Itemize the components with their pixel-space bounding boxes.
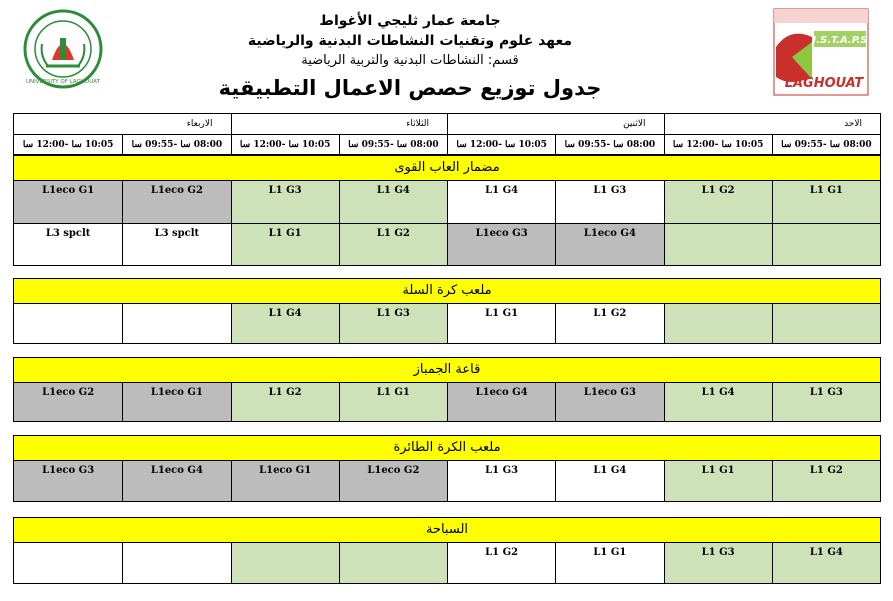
schedule-cell: L1eco G3 [14, 461, 122, 501]
schedule-cell [122, 543, 230, 583]
time-slot: 08:00 سا -09:55 سا [555, 135, 663, 156]
istaps-logo [772, 7, 870, 97]
times-row [14, 135, 880, 156]
time-slot: 08:00 سا -09:55 سا [122, 135, 230, 156]
schedule-cell: L1 G4 [555, 461, 663, 501]
day-header: الثلاثاء [231, 114, 448, 134]
istaps-logo-text: I.S.T.A.P.S [812, 35, 868, 46]
day-header: الاحد [664, 114, 881, 134]
time-slot: 10:05 سا -12:00 سا [22, 140, 114, 150]
schedule-cell: L1eco G2 [122, 181, 230, 223]
schedule-cell: L1 G1 [772, 181, 880, 223]
schedule-cell: L1 G4 [664, 383, 772, 421]
venue-title: ملعب كرة السلة [14, 279, 880, 304]
schedule-cell: L1eco G3 [447, 223, 555, 265]
schedule-row [14, 223, 880, 265]
schedule-cell: L1 G2 [555, 304, 663, 343]
venue-block [13, 278, 881, 344]
schedule-cell: L1 G4 [339, 181, 447, 223]
venue-title: ملعب الكرة الطائرة [14, 436, 880, 461]
schedule-cell [664, 223, 772, 265]
time-slot: 10:05 سا -12:00 سا [231, 135, 339, 156]
institute-name: معهد علوم وتقنيات النشاطات البدنية والرياضية [247, 33, 573, 49]
page-title: جدول توزيع حصص الاعمال التطبيقية [218, 76, 602, 100]
venue-title: مضمار العاب القوى [14, 156, 880, 181]
schedule-cell [772, 223, 880, 265]
schedule-cell: L1 G3 [772, 383, 880, 421]
schedule-cell: L1eco G1 [231, 461, 339, 501]
schedule-cell [664, 304, 772, 343]
venue-title: قاعة الجمباز [14, 358, 880, 383]
day-header: الاربعاء [186, 119, 213, 129]
schedule-row [14, 383, 880, 421]
schedule-cell [772, 304, 880, 343]
schedule-cell [14, 304, 122, 343]
venue-block [13, 155, 881, 266]
schedule-row [14, 181, 880, 223]
schedule-cell: L1 G2 [447, 543, 555, 583]
schedule-cell: L1 G1 [555, 543, 663, 583]
schedule-cell: L1eco G4 [555, 223, 663, 265]
venue-block [13, 517, 881, 584]
schedule-cell: L1 G3 [339, 304, 447, 343]
schedule-cell: L1 G2 [772, 461, 880, 501]
schedule-cell: L1eco G4 [447, 383, 555, 421]
laghouat-logo-text: LAGHOUAT [784, 76, 864, 91]
schedule-cell: L3 spclt [14, 223, 122, 265]
schedule-cell: L1 G2 [231, 383, 339, 421]
time-slot: 10:05 سا -12:00 سا [664, 135, 772, 156]
schedule-cell: L1 G3 [447, 461, 555, 501]
time-slot: 08:00 سا -09:55 سا [772, 135, 880, 156]
schedule-cell: L1 G4 [231, 304, 339, 343]
schedule-cell: L1 G1 [447, 304, 555, 343]
day-header: الاثنين [447, 114, 664, 134]
schedule-cell [14, 543, 122, 583]
schedule-cell: L1eco G1 [14, 181, 122, 223]
schedule-cell: L1eco G2 [14, 383, 122, 421]
days-row [14, 114, 880, 135]
venue-block [13, 357, 881, 422]
schedule-row [14, 304, 880, 343]
time-slot: 10:05 سا -12:00 سا [447, 135, 555, 156]
schedule-cell: L1 G2 [339, 223, 447, 265]
department-name: قسم: النشاطات البدنية والتربية الرياضية [301, 53, 519, 68]
schedule-cell: L1 G3 [555, 181, 663, 223]
schedule-cell: L1 G1 [339, 383, 447, 421]
schedule-cell [339, 543, 447, 583]
venue-block [13, 435, 881, 502]
schedule-cell: L1 G4 [772, 543, 880, 583]
time-slot: 08:00 سا -09:55 سا [339, 135, 447, 156]
schedule-cell: L1 G3 [231, 181, 339, 223]
venue-title: السباحة [14, 518, 880, 543]
schedule-cell: L1eco G3 [555, 383, 663, 421]
schedule-cell: L1eco G1 [122, 383, 230, 421]
schedule-cell: L1 G1 [664, 461, 772, 501]
schedule-cell: L1 G3 [664, 543, 772, 583]
university-seal-logo [22, 8, 104, 90]
schedule-cell: L1eco G4 [122, 461, 230, 501]
schedule-cell: L1 G4 [447, 181, 555, 223]
schedule-row [14, 461, 880, 501]
schedule-cell: L1 G1 [231, 223, 339, 265]
university-name: جامعة عمار ثليجي الأغواط [319, 13, 501, 29]
schedule-cell [122, 304, 230, 343]
schedule-cell: L1eco G2 [339, 461, 447, 501]
schedule-header [13, 113, 881, 155]
schedule-cell [231, 543, 339, 583]
schedule-cell: L3 spclt [122, 223, 230, 265]
schedule-row [14, 543, 880, 583]
document-header [0, 0, 893, 110]
seal-caption: UNIVERSITY OF LAGHOUAT [26, 79, 100, 85]
schedule-cell: L1 G2 [664, 181, 772, 223]
